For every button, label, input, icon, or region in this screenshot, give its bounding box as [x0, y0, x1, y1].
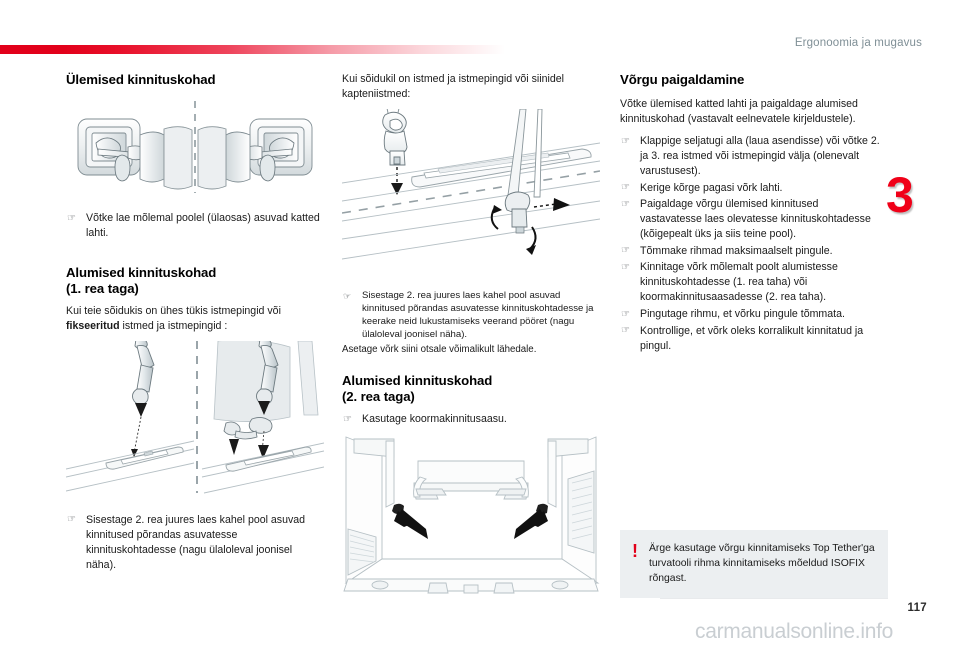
note-place-net-near-rail-end: Asetage võrk siini otsale võimalikult lähedale. — [342, 343, 537, 355]
list-item-label: Pingutage rihmu, et võrku pingule tõmmata. — [640, 308, 845, 320]
list-item — [66, 211, 324, 241]
warning-box — [620, 530, 888, 598]
bullet-list-lower-anchorages-row1 — [66, 513, 324, 573]
list-item-label: Kasutage koormakinnitusaasu. — [362, 413, 507, 426]
heading-line-2: (1. rea taga) — [66, 280, 139, 296]
bullet-list-upper-anchorages — [66, 211, 324, 241]
column-two — [342, 72, 600, 608]
heading-line-2: (2. rea taga) — [342, 389, 415, 405]
list-item — [620, 260, 882, 305]
list-item-label: Võtke lae mõlemal poolel (ülaosas) asuvad katted lahti. — [86, 212, 320, 240]
list-item-label: Paigaldage võrgu ülemised kinnitused vastavatesse laes olevatesse kinnituskohtadesse (kõigepealt üks ja siis teine pool). — [640, 198, 871, 241]
upper-anchorage-covers-illustration — [66, 97, 324, 197]
column-three — [620, 72, 882, 355]
pointing-hand-icon: ☞ — [621, 182, 630, 194]
pointing-hand-icon: ☞ — [621, 261, 630, 273]
intro-part-b: istmed ja istmepingid : — [119, 319, 228, 332]
list-item — [66, 513, 324, 573]
section-heading-upper-anchorages: Ülemised kinnituskohad — [66, 72, 216, 87]
intro-paragraph-rail-seats: Kui sõidukil on istmed ja istmepingid või siinidel kapteniistmed: — [342, 73, 564, 101]
warning-text: Ärge kasutage võrgu kinnitamiseks Top Tether'ga turvatooli rihma kinnitamiseks mõeldud ISOFIX rõngast. — [649, 543, 875, 585]
chapter-number: 3 — [886, 167, 914, 223]
pointing-hand-icon: ☞ — [621, 135, 630, 147]
page-number: 117 — [907, 602, 927, 614]
pointing-hand-icon: ☞ — [343, 413, 352, 425]
heading-line-1: Alumised kinnituskohad — [66, 264, 217, 280]
list-item — [620, 134, 882, 179]
section-heading-lower-anchorages-row1 — [66, 265, 324, 297]
footer-divider — [660, 598, 888, 599]
pointing-hand-icon: ☞ — [621, 245, 630, 257]
list-item-label: Kerige kõrge pagasi võrk lahti. — [640, 181, 783, 194]
list-item — [620, 324, 882, 354]
header-accent-bar — [0, 45, 505, 54]
rail-anchorage-illustration — [342, 109, 600, 277]
bullet-list-rail-anchorage — [342, 289, 600, 341]
list-item — [620, 307, 882, 322]
list-item-label: Kinnitage võrk mõlemalt poolt alumistesse kinnituskohtadesse (1. rea taha) või koormakinnitusaasadesse (2. rea taha). — [640, 261, 838, 304]
pointing-hand-icon: ☞ — [621, 325, 630, 337]
list-item-label: Sisestage 2. rea juures laes kahel pool asuvad kinnitused põrandas asuvatesse kinnituskohtadesse ja keerake neid lukustamiseks veerand pööret (nagu ülaloleval joonisel näha). — [362, 290, 594, 341]
intro-paragraph-lower-anchorages-row1 — [66, 304, 324, 334]
pointing-hand-icon: ☞ — [343, 290, 352, 301]
list-item-label: Tõmmake rihmad maksimaalselt pingule. — [640, 244, 833, 257]
list-item-label: Kontrollige, et võrk oleks korralikult kinnitatud ja pingul. — [640, 324, 864, 352]
pointing-hand-icon: ☞ — [67, 514, 76, 526]
boot-load-lashing-eyes-illustration — [342, 433, 600, 608]
bullet-list-lower-anchorages-row2 — [342, 412, 600, 427]
section-heading-lower-anchorages-row2 — [342, 373, 600, 405]
bullet-list-net-installation — [620, 134, 882, 353]
list-item — [342, 412, 600, 427]
heading-line-1: Alumised kinnituskohad — [342, 373, 493, 389]
intro-part-a: Kui teie sõidukis on ühes tükis istmepingid või — [66, 304, 281, 317]
list-item-label: Sisestage 2. rea juures laes kahel pool asuvad kinnitused põrandas asuvatesse kinnituskohtadesse (nagu ülaloleval joonisel näha). — [86, 513, 306, 571]
pointing-hand-icon: ☞ — [621, 308, 630, 320]
list-item-label: Klappige seljatugi alla (laua asendisse) või võtke 2. ja 3. rea istmed või istmepingid välja (olenevalt varustusest). — [640, 135, 880, 178]
section-heading-net-installation: Võrgu paigaldamine — [620, 72, 745, 87]
watermark: carmanualsonline.info — [695, 620, 893, 643]
pointing-hand-icon: ☞ — [67, 212, 76, 224]
list-item — [342, 289, 600, 341]
lower-anchorage-first-row-illustration — [66, 341, 324, 499]
pointing-hand-icon: ☞ — [621, 198, 630, 210]
list-item — [620, 244, 882, 259]
header-title: Ergonoomia ja mugavus — [794, 37, 922, 49]
column-one — [66, 72, 324, 575]
list-item — [620, 181, 882, 196]
list-item — [620, 197, 882, 242]
exclamation-icon: ! — [632, 541, 638, 561]
intro-bold-term: fikseeritud — [66, 319, 120, 332]
intro-paragraph-net-installation: Võtke ülemised katted lahti ja paigaldage alumised kinnituskohad (vastavalt eelnevatele kirjeldustele). — [620, 98, 858, 126]
